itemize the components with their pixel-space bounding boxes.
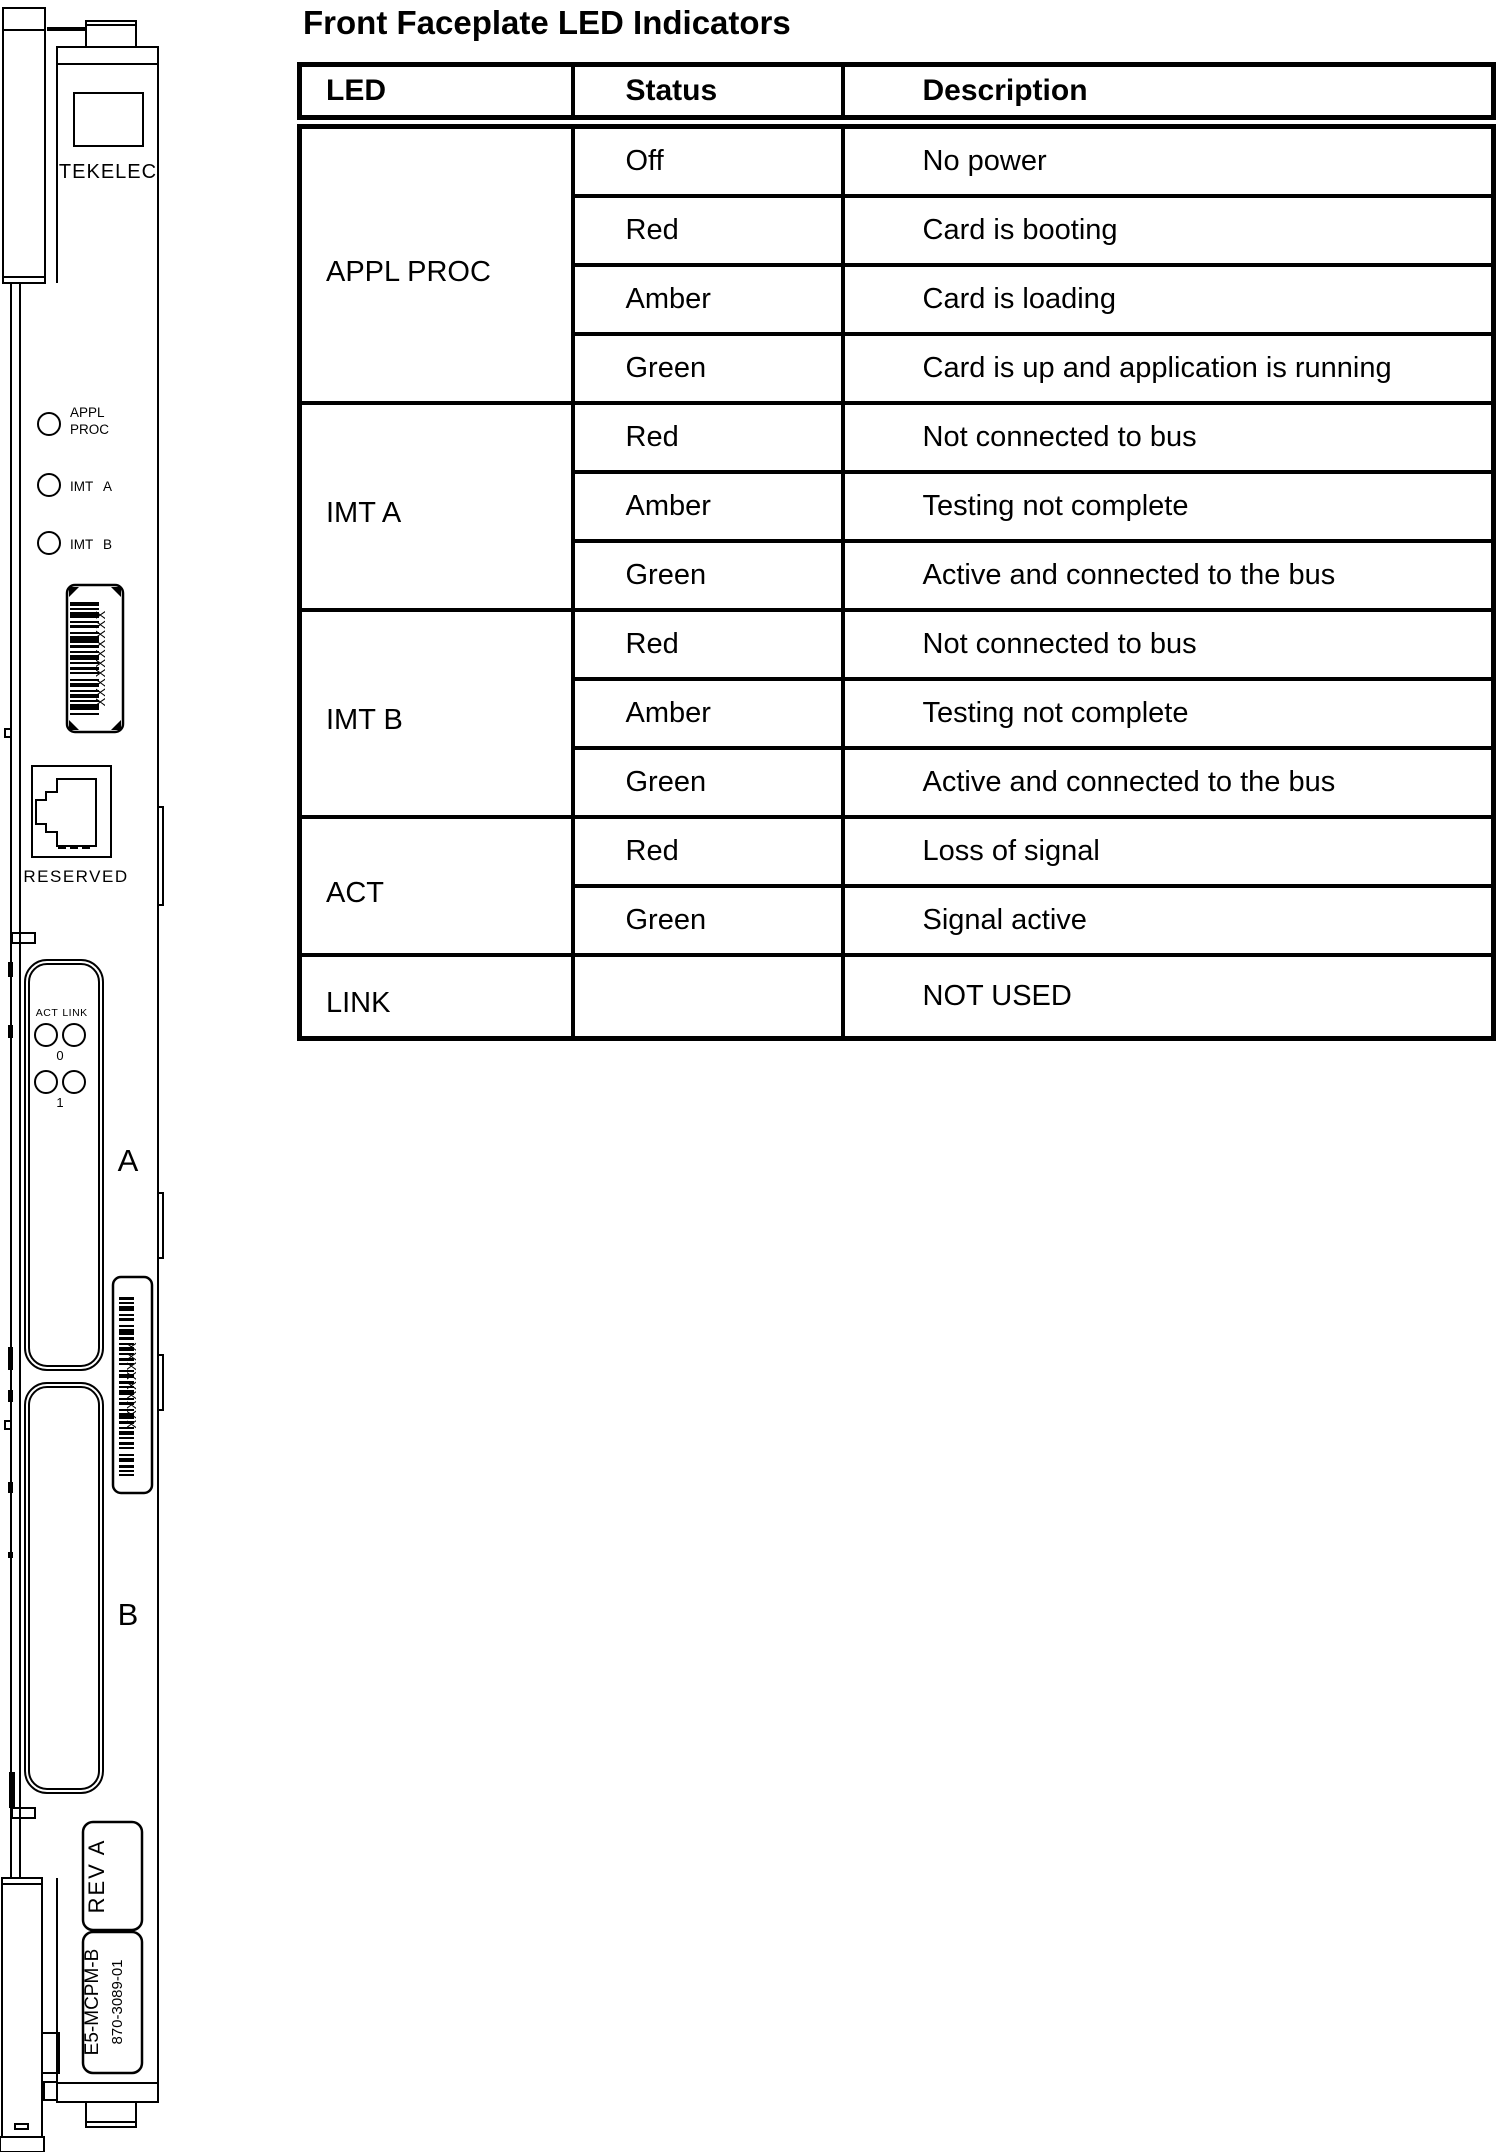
barcode-middle-text: XXXXXXXXX bbox=[124, 1341, 139, 1429]
table-row bbox=[300, 817, 1494, 886]
status-cell: Amber bbox=[573, 472, 843, 541]
led-appl-proc-label-line2: PROC bbox=[70, 422, 110, 437]
description-cell: Testing not complete bbox=[843, 472, 1494, 541]
table-row bbox=[300, 955, 1494, 1039]
status-cell: Amber bbox=[573, 679, 843, 748]
table-row bbox=[300, 403, 1494, 472]
act-led-port1 bbox=[35, 1071, 57, 1093]
header-row bbox=[300, 65, 1494, 123]
led-cell: APPL PROC bbox=[300, 122, 573, 403]
act-column-label: ACT bbox=[35, 1007, 59, 1019]
part-number-text: E5-MCPM-B bbox=[82, 1948, 103, 2056]
description-cell: Loss of signal bbox=[843, 817, 1494, 886]
status-cell bbox=[573, 955, 843, 1039]
faceplate-outline bbox=[11, 47, 158, 2083]
led-cell: IMT A bbox=[300, 403, 573, 610]
reserved-label: RESERVED bbox=[23, 867, 129, 886]
description-cell: Not connected to bus bbox=[843, 610, 1494, 679]
description-cell: No power bbox=[843, 122, 1494, 196]
description-cell: Active and connected to the bus bbox=[843, 541, 1494, 610]
status-cell: Red bbox=[573, 196, 843, 265]
barcode-top-text: XXXXXXXXXX bbox=[93, 609, 108, 707]
rev-label-text: REV A bbox=[84, 1838, 109, 1914]
led-cell: LINK bbox=[300, 955, 573, 1039]
led-cell: IMT B bbox=[300, 610, 573, 817]
description-cell: Testing not complete bbox=[843, 679, 1494, 748]
brand-label: TEKELEC bbox=[58, 161, 158, 183]
ejector-lever-bottom bbox=[0, 1878, 44, 2152]
status-cell: Off bbox=[573, 122, 843, 196]
status-cell: Red bbox=[573, 817, 843, 886]
faceplate-top-dash bbox=[47, 27, 85, 31]
led-appl-proc-label-line1: APPL bbox=[70, 405, 105, 420]
rev-label bbox=[83, 1822, 142, 1930]
status-cell: Green bbox=[573, 541, 843, 610]
status-cell: Amber bbox=[573, 265, 843, 334]
link-led-port1 bbox=[63, 1071, 85, 1093]
link-led-port0 bbox=[63, 1024, 85, 1046]
description-cell: NOT USED bbox=[843, 955, 1494, 1039]
part-number-label bbox=[82, 1932, 142, 2073]
status-cell: Green bbox=[573, 334, 843, 403]
link-column-label: LINK bbox=[62, 1007, 88, 1019]
led-imt-b-suffix: B bbox=[103, 537, 113, 552]
barcode-label-top bbox=[67, 585, 123, 732]
table-row bbox=[300, 122, 1494, 196]
top-mounting-tab bbox=[86, 21, 136, 47]
led-imt-a bbox=[38, 474, 112, 496]
connector-housing-b bbox=[25, 1383, 103, 1793]
part-code-text: 870-3089-01 bbox=[109, 1959, 126, 2045]
connector-housing-a bbox=[25, 960, 103, 1370]
led-imt-a-label: IMT bbox=[70, 479, 94, 494]
led-cell: ACT bbox=[300, 817, 573, 955]
led-imt-b bbox=[38, 532, 112, 554]
led-indicators-table bbox=[297, 62, 1496, 1041]
description-cell: Card is up and application is running bbox=[843, 334, 1494, 403]
description-cell: Signal active bbox=[843, 886, 1494, 955]
faceplate-figure bbox=[0, 0, 170, 2152]
table-row bbox=[300, 610, 1494, 679]
led-imt-a-suffix: A bbox=[103, 479, 113, 494]
port1-label: 1 bbox=[56, 1095, 64, 1110]
faceplate-window bbox=[74, 93, 143, 146]
led-appl-proc bbox=[38, 405, 109, 437]
status-cell: Red bbox=[573, 403, 843, 472]
section-b-label: B bbox=[117, 1597, 139, 1632]
header-status: Status bbox=[573, 65, 843, 123]
port0-label: 0 bbox=[56, 1048, 64, 1063]
ejector-lever-top bbox=[3, 8, 45, 283]
status-cell: Green bbox=[573, 886, 843, 955]
status-cell: Green bbox=[573, 748, 843, 817]
barcode-label-middle bbox=[113, 1277, 152, 1493]
status-cell: Red bbox=[573, 610, 843, 679]
faceplate-bottom bbox=[57, 2083, 158, 2127]
act-led-port0 bbox=[35, 1024, 57, 1046]
table-title: Front Faceplate LED Indicators bbox=[303, 4, 791, 41]
description-cell: Not connected to bus bbox=[843, 403, 1494, 472]
led-imt-b-label: IMT bbox=[70, 537, 94, 552]
section-a-label: A bbox=[117, 1143, 139, 1178]
reserved-jack bbox=[32, 766, 111, 857]
description-cell: Card is loading bbox=[843, 265, 1494, 334]
header-description: Description bbox=[843, 65, 1494, 123]
description-cell: Card is booting bbox=[843, 196, 1494, 265]
description-cell: Active and connected to the bus bbox=[843, 748, 1494, 817]
header-led: LED bbox=[300, 65, 573, 123]
